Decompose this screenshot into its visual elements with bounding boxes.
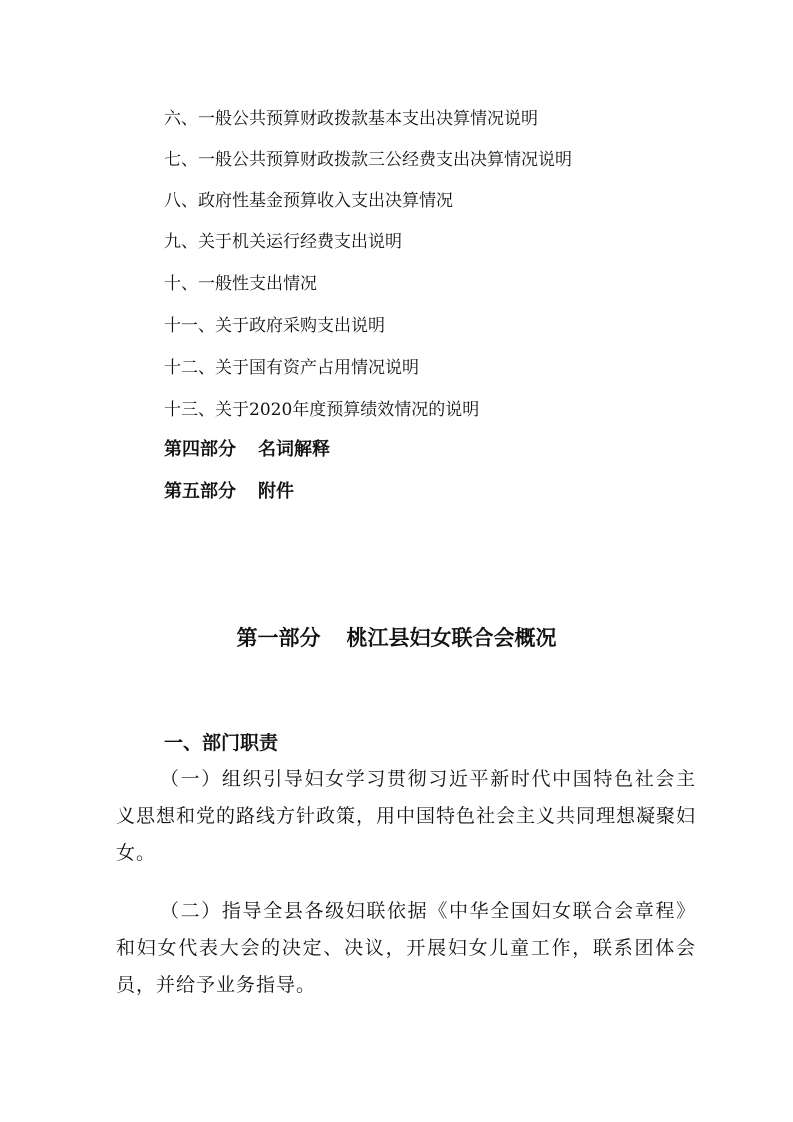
toc-item: 十一、关于政府采购支出说明 <box>164 316 385 336</box>
section-title <box>0 624 793 652</box>
toc-item: 十三、关于2020年度预算绩效情况的说明 <box>164 400 480 420</box>
paragraph: （二）指导全县各级妇联依据《中华全国妇女联合会章程》和妇女代表大会的决定、决议，开展妇女儿童工作，联系团体会员，并给予业务指导。 <box>116 900 696 996</box>
toc-item: 八、政府性基金预算收入支出决算情况 <box>164 191 453 211</box>
toc-part-title: 名词解释 <box>258 439 330 460</box>
paragraph: （一）组织引导妇女学习贯彻习近平新时代中国特色社会主义思想和党的路线方针政策，用中国特色社会主义共同理想凝聚妇女。 <box>116 768 697 864</box>
toc-part-heading <box>164 480 294 504</box>
toc-item: 十、一般性支出情况 <box>164 274 317 294</box>
toc-item: 六、一般公共预算财政拨款基本支出决算情况说明 <box>164 109 538 129</box>
toc-item: 九、关于机关运行经费支出说明 <box>164 232 402 252</box>
subsection-heading: 一、部门职责 <box>164 732 279 754</box>
toc-part-label: 第五部分 <box>164 481 236 502</box>
toc-item: 十二、关于国有资产占用情况说明 <box>164 358 419 378</box>
section-name: 桃江县妇女联合会概况 <box>346 626 557 650</box>
toc-part-title: 附件 <box>258 481 294 502</box>
section-label: 第一部分 <box>236 626 321 650</box>
toc-part-label: 第四部分 <box>164 439 236 460</box>
toc-part-heading <box>164 438 330 462</box>
toc-item: 七、一般公共预算财政拨款三公经费支出决算情况说明 <box>164 150 572 170</box>
